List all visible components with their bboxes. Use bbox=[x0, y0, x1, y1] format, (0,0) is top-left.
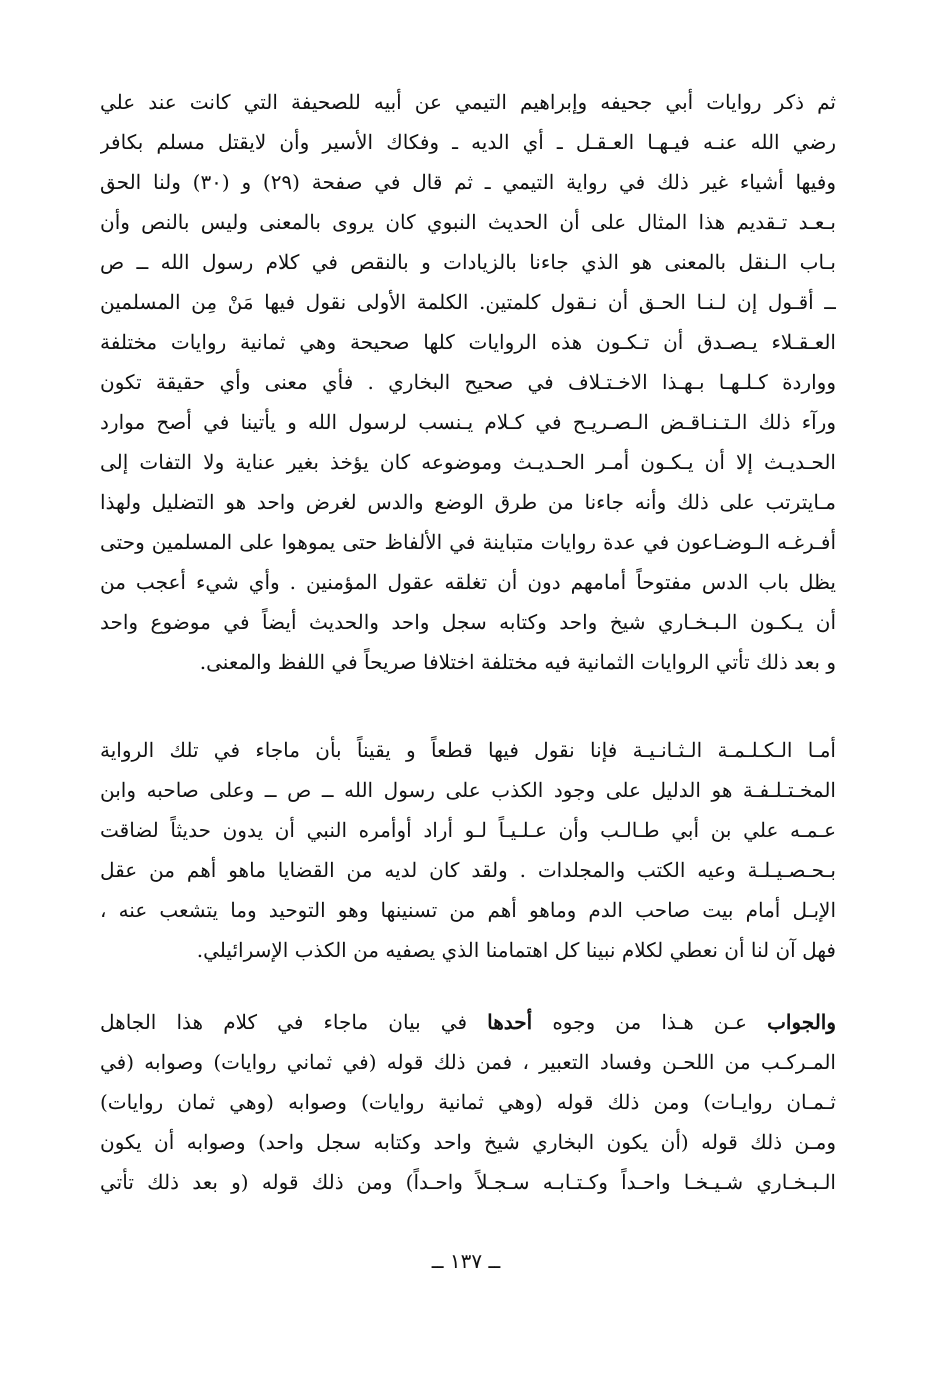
text-line: الحـديـث إلا أن يـكـون أمـر الحـديـث وموضوعه كان يؤخذ بغير عناية ولا التفات إلى bbox=[100, 450, 836, 474]
text-line: أمـا الـكـلـمـة الـثـانـيـة فإنا نقول فيها قطعاً و يقيناً بأن ماجاء في تلك الرواية bbox=[100, 738, 836, 762]
text-line: ومـن ذلك قوله (أن يكون البخاري شيخ واحد وكتابه سجل واحد) وصوابه أن يكون bbox=[100, 1130, 836, 1154]
text-line: رضي الله عنـه فيـهـا العـقـل ـ أي الديه ـ وفكاك الأسير وأن لايقتل مسلم بكافر bbox=[100, 130, 836, 154]
text-line: الـبـخـاري شـيـخـا واحـداً وكـتـابـه سـجـلاً واحـداً) ومن ذلك قوله (و بعد ذلك تأتي bbox=[100, 1170, 836, 1194]
text-line: ثـمـان روايـات) ومن ذلك قوله (وهي ثمانية روايات) وصوابه (وهي ثمان روايات) bbox=[100, 1090, 836, 1114]
text-line: فهل آن لنا أن نعطي لكلام نبينا كل اهتمامنا الذي يصفيه من الكذب الإسرائيلي. bbox=[196, 938, 836, 962]
paragraph-3 bbox=[100, 1002, 836, 1202]
text-line: بـعـد تـقديم هذا المثال على أن الحديث النبوي كان يروى بالمعنى وليس بالنص وأن bbox=[100, 210, 836, 234]
page-number: ــ ١٣٧ ــ bbox=[431, 1249, 501, 1273]
text-line: يظل باب الدس مفتوحاً أمامهم دون أن تغلقه عقول المؤمنين . وأي شيء أعجب من bbox=[100, 570, 836, 594]
text-line: بـاب الـنقل بالمعنى هو الذي جاءنا بالزيادات و بالنقص في كلام رسول الله ــ ص bbox=[100, 250, 836, 274]
text-line bbox=[100, 1002, 836, 1042]
text-line: وفيها أشياء غير ذلك في رواية التيمي ـ ثم قال في صفحة (٢٩) و (٣٠) ولنا الحق bbox=[100, 170, 836, 194]
text-line: المـركـب من اللحـن وفساد التعبير ، فمن ذلك قوله (في ثماني روايات) وصوابه (في bbox=[100, 1050, 836, 1074]
paragraph-1 bbox=[100, 82, 836, 682]
text-line: العـقـلاء يـصـدق أن تـكـون هذه الروايات كلها صحيحة وهي ثمانية روايات مختلفة bbox=[100, 330, 836, 354]
text-fragment: عـن هـذا من وجوه bbox=[552, 1010, 747, 1034]
text-line: الإبـل أمام بيت صاحب الدم وماهو أهم من تسنينها وهو التوحيد وما يتشعب عنه ، bbox=[100, 898, 836, 922]
text-line: وواردة كـلـهـا بـهـذا الاخـتـلاف في صحيح البخاري . فأي معنى وأي حقيقة تكون bbox=[100, 370, 836, 394]
text-line: ورآء ذلك الـتـنـاقـض الـصـريـح في كـلام يـنسب لرسول الله و يأتينا في أصح موارد bbox=[100, 410, 836, 434]
answer-heading: والجواب bbox=[767, 1010, 836, 1034]
text-line: المخـتـلـفـة هو الدليل على وجود الكذب على رسول الله ــ ص ــ وعلى صاحبه وابن bbox=[100, 778, 836, 802]
text-line: ثم ذكر روايات أبي جحيفه وإبراهيم التيمي عن أبيه للصحيفة التي كانت عند علي bbox=[100, 90, 836, 114]
bold-term: أحدها bbox=[487, 1010, 533, 1034]
text-line: مـايترتب على ذلك وأنه جاءنا من طرق الوضع والدس لغرض واحد هو التضليل ولهذا bbox=[100, 490, 836, 514]
text-line: ــ أقـول إن لـنـا الحـق أن نـقول كلمتين. الكلمة الأولى نقول فيها مَنْ مِن المسلمين bbox=[100, 290, 836, 314]
text-line: عـمـه علي بن أبي طـالـب وأن عـلـيـاً لـو أراد أوأمره النبي أن يدون حديثاً لضاقت bbox=[100, 818, 836, 842]
text-line: بـحـصـيـلـة وعيه الكتب والمجلدات . ولقد كان لديه من القضايا ماهو أهم من عقل bbox=[100, 858, 836, 882]
text-fragment: في بيان ماجاء في كلام هذا الجاهل bbox=[100, 1010, 468, 1034]
text-line: و بعد ذلك تأتي الروايات الثمانية فيه مختلفة اختلافا صريحاً في اللفظ والمعنى. bbox=[199, 650, 836, 674]
paragraph-2 bbox=[100, 730, 836, 970]
text-line: أفـرغـه الـوضـاعون في عدة روايات متباينة في الألفاظ حتى يموهوا على المسلمين وحتى bbox=[100, 530, 836, 554]
text-line: أن يـكـون الـبـخـاري شيخ واحد وكتابه سجل واحد والحديث أيضاً في موضوع واحد bbox=[100, 610, 836, 634]
